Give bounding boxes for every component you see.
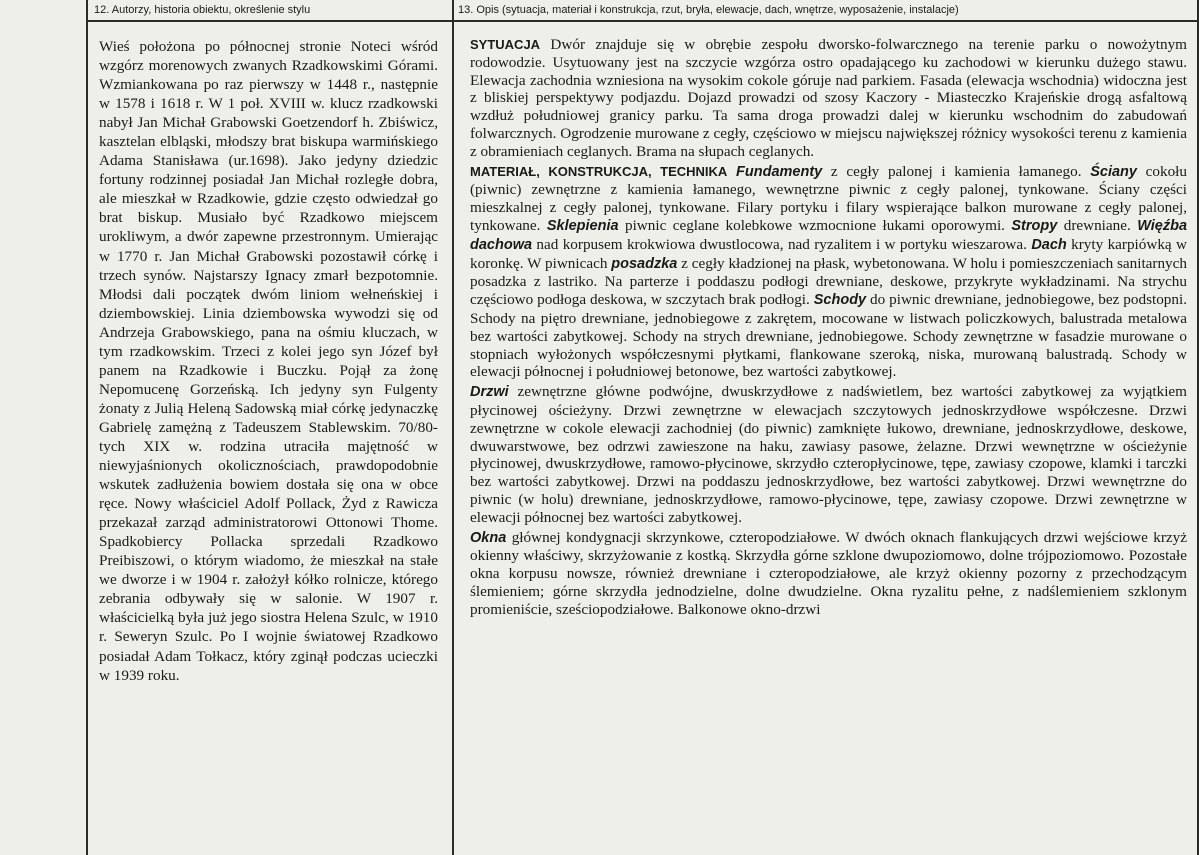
keyword-okna: Okna xyxy=(470,529,507,546)
doors-text: zewnętrzne główne podwójne, dwuskrzydłowe z nadświetlem, bez wartości zabytkowej za wyjątkiem płycinowej ościeżyny. Drzwi zewnętrzne w elewacjach szczytowych jednoskrzydłowe współczesne. Drzwi zewnętrzne w cokole elewacji zachodniej (do piwnic) zamknięte łukowo, drewniane, jednoskrzydłowe, deskowe, dwuwarstwowe, bez odrzwi zawieszone na haku, zawiasy pasowe, żelazne. Drzwi wewnętrzne w ościeżynie płycinowej, dwuskrzydłowe, ramowo-płycinowe, skrzydło czteropłycinowe, tępe, zawiasy czopowe, klamki i tarczki bez wartości zabytkowej. Drzwi na poddaszu jednoskrzydłowe, bez wartości zabytkowej. Drzwi wewnętrzne do piwnic (w holu) drewniane, jednoskrzydłowe, ramowo-płycinowe, tępe, zawiasy czopowe. Drzwi zewnętrzne w elewacji północnej bez wartości zabytkowej. xyxy=(470,383,1187,526)
doors-paragraph xyxy=(470,383,1187,526)
material-paragraph xyxy=(470,163,1187,382)
material-text-7: z cegły kładzionej na płask, wybetonowana. W holu i pomieszczeniach sanitarnych posadzka z lastriko. Na parterze i poddaszu podłogi drewniane, deskowe, przykryte wykładzinami. Na strychu częściowo podłoga deskowa, w szczytach brak podłogi. xyxy=(470,254,1187,309)
windows-paragraph xyxy=(470,529,1187,619)
material-text-1: z cegły palonej i kamienia łamanego. xyxy=(822,162,1091,180)
history-text: Wieś położona po północnej stronie Noteci wśród wzgórz morenowych zwanych Rzadkowskimi Górami. Wzmiankowana po raz pierwszy w 1448 r., następnie w 1578 i 1618 r. W 1 poł. XVIII w. klucz rzadkowski nabył Jan Michał Grabowski Goetzendorf h. Zbiświcz, kasztelan elbląski, młodszy brat biskupa warmińskiego Adama Stanisława (ur.1698). Jako jedyny dziedzic fortuny rodzinnej posiadał Jan Michał rozległe dobra, ale mieszkał w Rzadkowie, gdzie często odwiedzał go brat biskup. Musiało być Rzadkowo miejscem urokliwym, a dwór zapewne przestronnym. Umierając w 1770 r. Jan Michał Grabowski pozostawił córkę i trzech synów. Najstarszy Ignacy zmarł bezpotomnie. Młodsi dali początek dwóm liniom wełneńskiej i dziembowskiej. Linia dziembowska wywodzi się od Andrzeja Grabowskiego, pana na ośmiu kluczach, w tym rzadkowskim. Trzeci z kolei jego syn Józef był panem na Rzadkowie i Buczku. Pojął za żonę Nepomucenę Gorzeńską. Ich jedyny syn Fulgenty żonaty z Julią Heleną Sadowską miał córkę jedynaczkę Gabrielę zamężną z Tadeuszem Stablewskim. 70/80-tych XIX w. rodzina utraciła majętność w niewyjaśnionych okolicznościach, prawdopodobnie wskutek zadłużenia bowiem dostała się ona w obce ręce. Nowy właściciel Adolf Pollack, Żyd z Rawicza przekazał zarząd administratorowi Ottonowi Thome. Spadkobiercy Pollacka sprzedali Rzadkowo Preibiszowi, o którym wiadomo, że mieszkał na stałe we dworze i w 1904 r. założył kółko rolnicze, którego zebrania odbywały się w salonie. W 1907 r. właścicielką była już jego siostra Helena Szulc, w 1910 r. Seweryn Szulc. Po I wojnie światowej Rzadkowo posiadał Adam Tołkacz, który zginął podczas ucieczki w 1939 roku. xyxy=(99,38,438,684)
section-label-situation: SYTUACJA xyxy=(470,37,541,52)
material-text-5: nad korpusem krokwiowa dwustlocowa, nad ryzalitem i w portyku wieszarowa. xyxy=(532,235,1032,253)
material-text-2: cokołu (piwnic) zewnętrzne z kamienia łamanego, wewnętrzne piwnic z cegły palonej, tynkowane. Ściany części mieszkalnej z cegły palonej, tynkowane. Filary portyku i filary wspierające balkon murowane z cegły palonej, tynkowane. xyxy=(470,162,1187,234)
keyword-drzwi: Drzwi xyxy=(470,384,509,401)
keyword-sciany: Ściany xyxy=(1090,163,1137,180)
keyword-schody: Schody xyxy=(813,292,867,309)
keyword-fundamenty: Fundamenty xyxy=(736,163,823,180)
keyword-posadzka: posadzka xyxy=(611,255,678,272)
material-text-8: do piwnic drewniane, jednobiegowe, bez podstopni. Schody na piętro drewniane, jednobiegowe z zakrętem, mocowane w listwach policzkowych, balustrada metalowa bez wartości zabytkowej. Schody na strych drewniane, jednobiegowe. Schody zewnętrzne w fasadzie murowane o stopniach wyłożonych współczesnymi płytkami, flankowane szeroką, niska, murowaną balustradą. Schody w elewacji północnej i południowej betonowe, bez wartości zabytkowej. xyxy=(470,291,1187,381)
windows-text: głównej kondygnacji skrzynkowe, czteropodziałowe. W dwóch oknach flankujących drzwi wejściowe krzyż okienny właściwy, skrzyżowanie z kostką. Skrzydła górne szklone dwupoziomowo, dolne trójpoziomowo. Pozostałe okna korpusu nowsze, również drewniane i czteropodziałowe, ale krzyż okienny pozorny z przechodzącym ślemieniem; górne skrzydła jednodzielne, dolne dwudzielne. Okna ryzalitu pełne, z nadślemieniem szklonym promieniście, sześciopodziałowe. Balkonowe okno-drzwi xyxy=(470,528,1187,618)
section-label-material: MATERIAŁ, KONSTRUKCJA, TECHNIKA xyxy=(470,163,728,179)
left-column xyxy=(86,0,454,855)
material-text-6: kryty karpiówką w koronkę. W piwnicach xyxy=(470,235,1187,272)
right-column xyxy=(452,0,1199,855)
right-column-header: 13. Opis (sytuacja, materiał i konstrukcja, rzut, bryła, elewacje, dach, wnętrze, wyposażenie, instalacje) xyxy=(452,0,1197,22)
left-column-header: 12. Autorzy, historia obiektu, określenie stylu xyxy=(88,0,452,22)
material-text-3: piwnic ceglane kolebkowe wzmocnione łukami oporowymi. xyxy=(618,216,1012,234)
situation-paragraph xyxy=(470,36,1187,161)
keyword-wiezba: Więźba dachowa xyxy=(470,217,1188,253)
description-body xyxy=(452,22,1197,619)
situation-text: Dwór znajduje się w obrębie zespołu dworsko-folwarcznego na terenie parku o nowożytnym rodowodzie. Usytuowany jest na szczycie wzgórza ostro opadającego ku zachodowi w kierunku dużego stawu. Elewacja zachodnia wzniesiona na wysokim cokole góruje nad parkiem. Fasada (elewacja wschodnia) widoczna jest z bliskiej perspektywy podjazdu. Dojazd prowadzi od szosy Kaczory - Miasteczko Krajeńskie drogą asfaltową wzdłuż południowej granicy parku. Ta sama droga prowadzi dalej w kierunku wschodnim do zabudowań folwarcznych. Ogrodzenie murowane z cegły, częściowo w miejscu największej różnicy wysokości terenu z kamienia z obramieniach ceglanych. Brama na słupach ceglanych. xyxy=(470,36,1187,160)
material-text-4: drewniane. xyxy=(1057,216,1138,234)
keyword-dach: Dach xyxy=(1031,236,1067,253)
keyword-sklepienia: Sklepienia xyxy=(546,217,619,234)
keyword-stropy: Stropy xyxy=(1011,217,1058,234)
